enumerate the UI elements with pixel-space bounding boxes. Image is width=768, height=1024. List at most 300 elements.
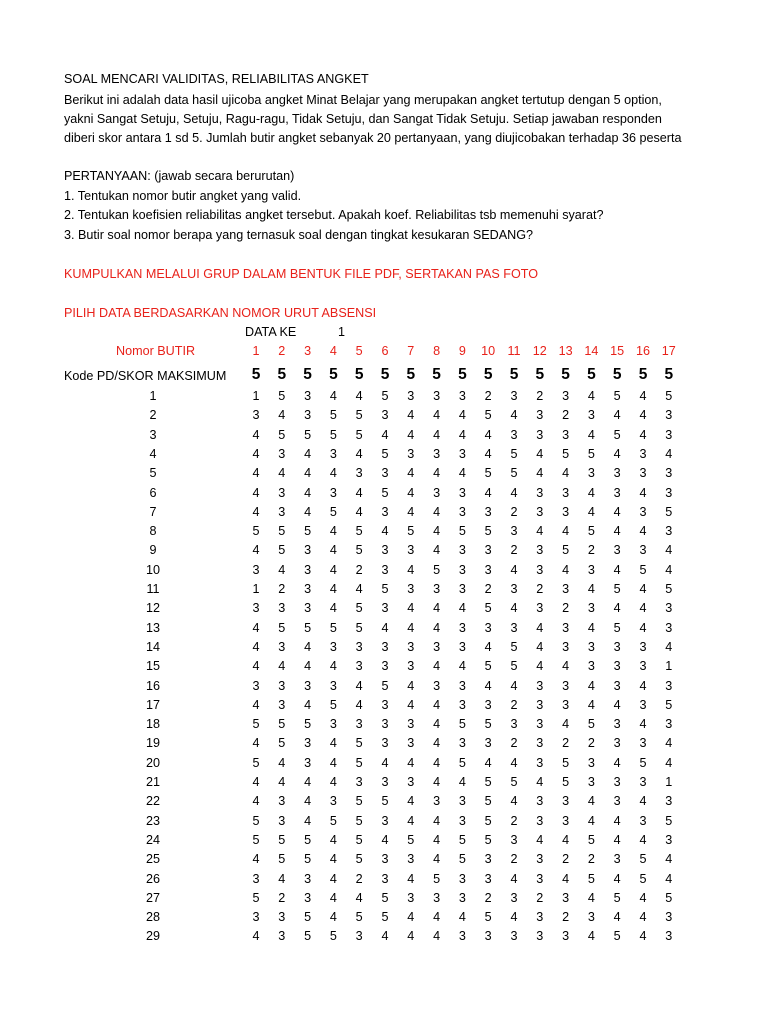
score-cell: 3 <box>665 794 673 809</box>
score-cell: 5 <box>484 601 492 616</box>
item-number-header: 15 <box>610 344 625 358</box>
score-cell: 5 <box>278 717 286 732</box>
score-cell: 2 <box>587 736 595 751</box>
score-cell: 2 <box>587 852 595 867</box>
score-cell: 3 <box>278 446 286 461</box>
score-cell: 3 <box>329 446 337 461</box>
score-cell: 4 <box>613 524 621 539</box>
score-cell: 3 <box>613 775 621 789</box>
score-cell: 3 <box>665 524 673 539</box>
score-cell: 3 <box>562 639 570 654</box>
score-cell: 4 <box>407 601 415 616</box>
score-cell: 4 <box>407 620 415 635</box>
score-cell: 4 <box>665 852 673 867</box>
score-cell: 5 <box>278 832 286 847</box>
participant-code: 24 <box>145 832 160 847</box>
score-cell: 4 <box>433 736 441 751</box>
score-cell: 3 <box>381 504 389 519</box>
score-cell: 5 <box>304 832 312 847</box>
max-score-cell: 5 <box>251 366 261 383</box>
score-cell: 5 <box>381 794 389 809</box>
score-cell: 4 <box>252 446 260 461</box>
max-score-cell: 5 <box>380 366 390 383</box>
score-cell: 3 <box>665 620 673 635</box>
score-cell: 5 <box>381 890 389 905</box>
score-cell: 2 <box>510 504 518 519</box>
score-cell: 4 <box>407 408 415 423</box>
score-cell: 5 <box>329 813 337 828</box>
score-cell: 4 <box>665 543 673 558</box>
participant-code: 19 <box>145 736 160 751</box>
score-cell: 3 <box>536 736 544 751</box>
score-cell: 4 <box>407 427 415 442</box>
score-cell: 5 <box>484 717 492 732</box>
score-cell: 3 <box>304 755 312 770</box>
score-cell: 4 <box>613 504 621 519</box>
score-cell: 4 <box>510 485 518 500</box>
score-cell: 5 <box>252 890 260 905</box>
score-cell: 5 <box>278 620 286 635</box>
score-cell: 3 <box>458 794 466 809</box>
score-cell: 3 <box>304 408 312 423</box>
score-cell: 3 <box>536 408 544 423</box>
participant-code: 12 <box>145 601 160 616</box>
question-item: 1. Tentukan nomor butir angket yang valid. <box>64 189 302 203</box>
score-cell: 3 <box>278 678 286 693</box>
score-cell: 4 <box>329 562 337 577</box>
score-cell: 4 <box>639 620 647 635</box>
score-cell: 4 <box>484 755 492 770</box>
score-cell: 3 <box>278 485 286 500</box>
score-cell: 4 <box>355 890 363 905</box>
intro-line: Berikut ini adalah data hasil ujicoba angket Minat Belajar yang merupakan angket tertutup dengan 5 option, <box>64 93 662 107</box>
score-cell: 5 <box>510 446 518 461</box>
score-cell: 3 <box>562 485 570 500</box>
score-cell: 3 <box>355 929 363 944</box>
score-cell: 4 <box>562 871 570 886</box>
max-score-cell: 5 <box>612 366 622 383</box>
score-cell: 5 <box>304 910 312 925</box>
score-cell: 4 <box>536 832 544 847</box>
participant-code: 17 <box>145 697 160 712</box>
participant-code: 16 <box>145 678 160 693</box>
score-cell: 4 <box>536 659 544 674</box>
score-cell: 5 <box>278 427 286 442</box>
score-cell: 3 <box>458 697 466 712</box>
score-cell: 4 <box>587 485 595 500</box>
participant-code: 4 <box>149 446 157 461</box>
score-cell: 4 <box>252 504 260 519</box>
score-cell: 3 <box>665 485 673 500</box>
score-cell: 5 <box>665 504 673 519</box>
score-cell: 4 <box>639 524 647 539</box>
score-cell: 3 <box>665 678 673 693</box>
data-ke-label: DATA KE <box>245 325 297 339</box>
score-cell: 3 <box>278 813 286 828</box>
score-cell: 3 <box>639 736 647 751</box>
score-cell: 2 <box>562 736 570 751</box>
score-cell: 5 <box>484 794 492 809</box>
score-cell: 3 <box>484 697 492 712</box>
score-cell: 5 <box>355 601 363 616</box>
score-cell: 2 <box>587 543 595 558</box>
score-cell: 3 <box>304 582 312 596</box>
participant-code: 5 <box>149 466 157 481</box>
item-number-header: 1 <box>252 344 260 358</box>
score-cell: 3 <box>458 582 466 596</box>
score-cell: 3 <box>536 910 544 925</box>
score-cell: 5 <box>484 466 492 481</box>
score-cell: 4 <box>433 929 441 944</box>
score-cell: 3 <box>252 871 260 886</box>
score-cell: 4 <box>381 524 389 539</box>
max-score-cell: 5 <box>329 366 338 383</box>
item-number-header: 16 <box>635 344 650 358</box>
score-cell: 4 <box>536 639 544 654</box>
score-cell: 3 <box>510 929 518 944</box>
score-cell: 2 <box>510 813 518 828</box>
score-cell: 4 <box>329 852 337 867</box>
score-cell: 5 <box>304 524 312 539</box>
score-cell: 4 <box>252 485 260 500</box>
score-cell: 5 <box>355 794 363 809</box>
score-cell: 3 <box>278 794 286 809</box>
score-cell: 4 <box>252 659 260 674</box>
item-number-header: 11 <box>507 344 521 358</box>
score-cell: 3 <box>433 389 441 403</box>
score-cell: 2 <box>536 582 544 596</box>
score-cell: 4 <box>433 524 441 539</box>
score-cell: 3 <box>536 852 544 867</box>
score-cell: 2 <box>562 852 570 867</box>
score-cell: 3 <box>562 504 570 519</box>
score-cell: 4 <box>433 620 441 635</box>
score-cell: 4 <box>407 871 415 886</box>
score-cell: 4 <box>304 697 312 712</box>
score-cell: 3 <box>458 446 466 461</box>
score-cell: 4 <box>278 466 286 481</box>
score-cell: 3 <box>665 427 673 442</box>
score-cell: 3 <box>613 794 621 809</box>
score-cell: 4 <box>329 389 337 403</box>
score-cell: 3 <box>484 929 492 944</box>
score-cell: 3 <box>613 736 621 751</box>
score-cell: 4 <box>252 929 260 944</box>
score-cell: 4 <box>458 659 466 674</box>
score-cell: 3 <box>407 736 415 751</box>
score-cell: 2 <box>562 408 570 423</box>
score-cell: 4 <box>355 389 363 403</box>
score-cell: 4 <box>329 601 337 616</box>
question-header: PERTANYAAN: (jawab secara berurutan) <box>64 169 295 183</box>
score-cell: 4 <box>433 910 441 925</box>
score-cell: 4 <box>407 678 415 693</box>
intro-line: diberi skor antara 1 sd 5. Jumlah butir angket sebanyak 20 pertanyaan, yang diujicobakan terhadap 36 peserta <box>64 131 682 145</box>
score-cell: 5 <box>407 832 415 847</box>
score-cell: 3 <box>639 813 647 828</box>
score-cell: 5 <box>484 832 492 847</box>
score-cell: 3 <box>458 389 466 403</box>
score-cell: 2 <box>355 562 363 577</box>
score-cell: 4 <box>458 775 466 789</box>
score-cell: 2 <box>355 871 363 886</box>
score-cell: 3 <box>407 582 415 596</box>
score-cell: 1 <box>252 582 260 596</box>
score-cell: 5 <box>329 697 337 712</box>
score-cell: 5 <box>355 620 363 635</box>
score-cell: 3 <box>252 678 260 693</box>
score-cell: 4 <box>304 485 312 500</box>
score-cell: 4 <box>381 620 389 635</box>
participant-code: 14 <box>145 639 160 654</box>
score-cell: 4 <box>562 659 570 674</box>
participant-code: 20 <box>145 755 160 770</box>
score-cell: 3 <box>587 408 595 423</box>
participant-code: 13 <box>145 620 160 635</box>
score-cell: 5 <box>510 775 518 789</box>
score-cell: 4 <box>407 504 415 519</box>
max-score-cell: 5 <box>303 366 312 383</box>
max-score-cell: 5 <box>354 366 364 383</box>
score-cell: 3 <box>458 639 466 654</box>
score-cell: 3 <box>665 832 673 847</box>
score-cell: 4 <box>536 524 544 539</box>
intro-line: yakni Sangat Setuju, Setuju, Ragu-ragu, Tidak Setuju, dan Sangat Tidak Setuju. Setiap jawaban responden <box>64 112 662 126</box>
score-cell: 5 <box>665 582 673 596</box>
score-cell: 4 <box>613 562 621 577</box>
score-cell: 4 <box>639 408 647 423</box>
score-cell: 3 <box>433 485 441 500</box>
score-cell: 3 <box>587 775 595 789</box>
score-cell: 3 <box>407 659 415 674</box>
score-cell: 3 <box>639 697 647 712</box>
score-cell: 3 <box>613 852 621 867</box>
score-cell: 5 <box>381 910 389 925</box>
score-cell: 3 <box>304 562 312 577</box>
score-cell: 3 <box>458 736 466 751</box>
score-cell: 3 <box>536 485 544 500</box>
score-cell: 4 <box>510 562 518 577</box>
score-cell: 4 <box>665 736 673 751</box>
score-cell: 3 <box>381 562 389 577</box>
score-cell: 3 <box>252 910 260 925</box>
score-cell: 4 <box>587 504 595 519</box>
score-cell: 3 <box>355 659 363 674</box>
score-cell: 3 <box>510 890 518 905</box>
score-cell: 3 <box>536 813 544 828</box>
score-cell: 4 <box>510 601 518 616</box>
score-cell: 3 <box>536 871 544 886</box>
score-cell: 4 <box>252 794 260 809</box>
score-cell: 3 <box>458 620 466 635</box>
score-cell: 2 <box>484 389 492 403</box>
score-cell: 4 <box>433 813 441 828</box>
score-cell: 4 <box>407 755 415 770</box>
participant-code: 22 <box>145 794 160 809</box>
score-cell: 5 <box>304 427 312 442</box>
score-cell: 4 <box>484 678 492 693</box>
score-cell: 4 <box>562 832 570 847</box>
score-cell: 4 <box>613 697 621 712</box>
score-cell: 5 <box>329 620 337 635</box>
score-cell: 4 <box>381 427 389 442</box>
score-cell: 3 <box>329 678 337 693</box>
max-score-cell: 5 <box>432 366 441 383</box>
score-cell: 3 <box>536 717 544 732</box>
score-cell: 5 <box>458 717 466 732</box>
score-cell: 4 <box>484 485 492 500</box>
score-cell: 4 <box>433 601 441 616</box>
score-cell: 3 <box>562 697 570 712</box>
score-cell: 3 <box>329 485 337 500</box>
score-cell: 4 <box>278 408 286 423</box>
item-number-header: 5 <box>355 344 363 358</box>
item-number-header: 12 <box>532 344 547 358</box>
score-cell: 3 <box>665 408 673 423</box>
score-cell: 3 <box>407 852 415 867</box>
score-cell: 5 <box>613 929 621 944</box>
score-cell: 3 <box>433 446 441 461</box>
score-cell: 2 <box>510 697 518 712</box>
score-cell: 2 <box>484 582 492 596</box>
score-cell: 3 <box>587 659 595 674</box>
participant-code: 11 <box>146 582 160 596</box>
score-cell: 4 <box>329 910 337 925</box>
score-cell: 3 <box>562 929 570 944</box>
max-score-cell: 5 <box>483 366 493 383</box>
score-cell: 5 <box>458 755 466 770</box>
score-cell: 4 <box>329 659 337 674</box>
score-cell: 2 <box>510 543 518 558</box>
score-cell: 4 <box>510 755 518 770</box>
item-number-header: 10 <box>481 344 496 358</box>
score-cell: 5 <box>278 543 286 558</box>
score-cell: 3 <box>613 485 621 500</box>
score-cell: 5 <box>381 485 389 500</box>
score-cell: 3 <box>536 794 544 809</box>
score-cell: 3 <box>458 562 466 577</box>
score-cell: 3 <box>433 582 441 596</box>
score-cell: 5 <box>484 775 492 789</box>
score-cell: 3 <box>587 755 595 770</box>
score-cell: 4 <box>252 775 260 789</box>
score-cell: 4 <box>278 775 286 789</box>
score-cell: 3 <box>536 601 544 616</box>
score-cell: 4 <box>329 755 337 770</box>
score-cell: 4 <box>433 852 441 867</box>
score-cell: 3 <box>407 446 415 461</box>
score-cell: 4 <box>484 639 492 654</box>
score-cell: 3 <box>458 813 466 828</box>
score-cell: 5 <box>458 852 466 867</box>
score-cell: 4 <box>536 775 544 789</box>
score-cell: 5 <box>407 524 415 539</box>
score-cell: 4 <box>433 832 441 847</box>
score-cell: 3 <box>407 543 415 558</box>
item-number-header: 13 <box>558 344 573 358</box>
score-cell: 4 <box>613 813 621 828</box>
score-cell: 5 <box>484 408 492 423</box>
score-cell: 5 <box>381 446 389 461</box>
score-cell: 4 <box>407 697 415 712</box>
item-number-header: 14 <box>584 344 599 358</box>
score-cell: 3 <box>304 890 312 905</box>
score-cell: 2 <box>278 582 286 596</box>
score-cell: 5 <box>355 524 363 539</box>
score-cell: 4 <box>458 910 466 925</box>
score-cell: 3 <box>613 466 621 481</box>
score-cell: 4 <box>252 466 260 481</box>
score-cell: 3 <box>355 717 363 732</box>
score-cell: 3 <box>304 871 312 886</box>
score-cell: 5 <box>510 466 518 481</box>
score-cell: 4 <box>613 755 621 770</box>
score-cell: 4 <box>458 466 466 481</box>
score-cell: 3 <box>665 910 673 925</box>
score-cell: 4 <box>458 408 466 423</box>
score-cell: 5 <box>562 775 570 789</box>
score-cell: 4 <box>407 466 415 481</box>
score-cell: 3 <box>458 543 466 558</box>
score-cell: 3 <box>484 852 492 867</box>
score-cell: 4 <box>587 678 595 693</box>
score-cell: 4 <box>510 871 518 886</box>
score-cell: 3 <box>562 389 570 403</box>
score-cell: 5 <box>329 408 337 423</box>
score-cell: 3 <box>510 427 518 442</box>
score-cell: 3 <box>510 620 518 635</box>
score-cell: 4 <box>329 871 337 886</box>
score-cell: 4 <box>433 775 441 789</box>
score-cell: 5 <box>355 408 363 423</box>
score-cell: 3 <box>639 446 647 461</box>
score-cell: 4 <box>665 446 673 461</box>
score-cell: 4 <box>639 427 647 442</box>
item-number-header: 9 <box>458 344 466 358</box>
score-cell: 5 <box>613 582 621 596</box>
score-cell: 4 <box>639 601 647 616</box>
score-cell: 3 <box>587 466 595 481</box>
score-cell: 3 <box>510 389 518 403</box>
score-cell: 3 <box>381 717 389 732</box>
score-cell: 5 <box>329 929 337 944</box>
score-cell: 3 <box>484 562 492 577</box>
score-cell: 4 <box>329 582 337 596</box>
score-cell: 3 <box>458 504 466 519</box>
score-cell: 4 <box>587 813 595 828</box>
score-cell: 4 <box>639 678 647 693</box>
question-item: 3. Butir soal nomor berapa yang ternasuk soal dengan tingkat kesukaran SEDANG? <box>64 228 534 242</box>
score-cell: 4 <box>407 910 415 925</box>
score-cell: 3 <box>252 562 260 577</box>
score-cell: 5 <box>304 929 312 944</box>
score-cell: 3 <box>562 678 570 693</box>
participant-code: 18 <box>145 717 160 732</box>
score-cell: 1 <box>665 775 673 789</box>
score-cell: 5 <box>665 890 673 905</box>
score-cell: 5 <box>355 832 363 847</box>
score-cell: 5 <box>639 852 647 867</box>
score-cell: 3 <box>562 794 570 809</box>
score-cell: 4 <box>587 427 595 442</box>
score-cell: 3 <box>510 524 518 539</box>
score-cell: 3 <box>536 562 544 577</box>
score-cell: 4 <box>381 929 389 944</box>
score-cell: 3 <box>536 697 544 712</box>
score-cell: 4 <box>665 871 673 886</box>
score-cell: 4 <box>381 755 389 770</box>
score-cell: 3 <box>381 659 389 674</box>
